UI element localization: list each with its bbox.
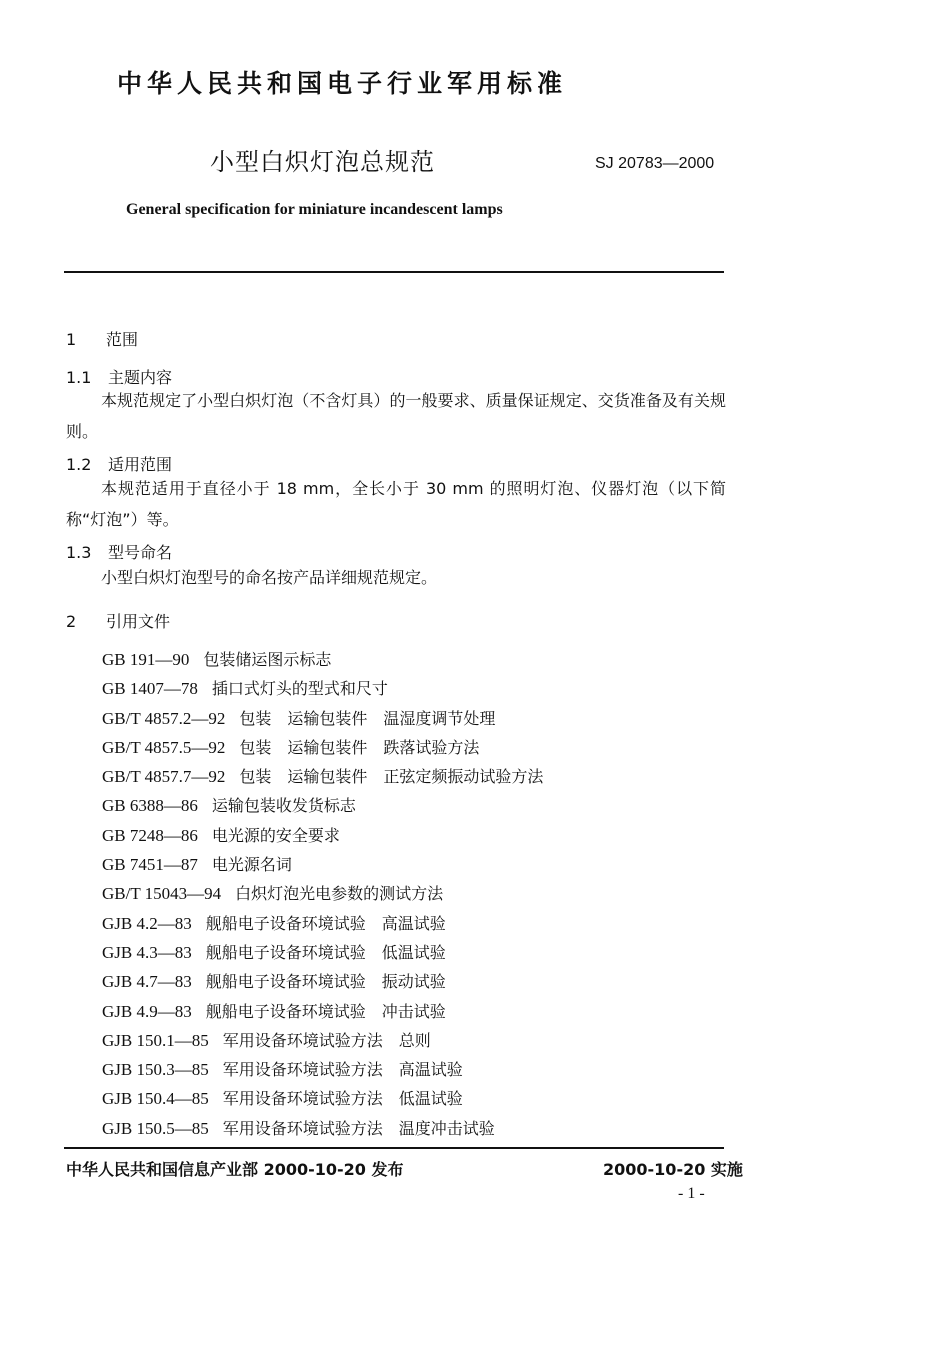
reference-title: 军用设备环境试验方法 低温试验 [222, 1089, 463, 1109]
reference-code: GB 1407—78 [102, 679, 198, 699]
section-title: 范围 [106, 330, 139, 349]
page-number: - 1 - [678, 1185, 705, 1202]
reference-item [102, 645, 543, 674]
document-code: SJ 20783—2000 [595, 155, 715, 172]
reference-title: 军用设备环境试验方法 高温试验 [222, 1060, 463, 1080]
reference-item [102, 850, 543, 879]
reference-item [102, 704, 543, 733]
reference-item [102, 821, 543, 850]
reference-item [102, 967, 543, 996]
section-title: 型号命名 [108, 543, 173, 562]
reference-code: GB 191—90 [102, 650, 190, 669]
section-1-3-text: 小型白炽灯泡型号的命名按产品详细规范规定。 [101, 568, 438, 587]
reference-title: 舰船电子设备环境试验 低温试验 [205, 942, 446, 962]
reference-item [102, 1114, 543, 1143]
reference-title: 白炽灯泡光电参数的测试方法 [235, 884, 444, 904]
reference-title: 插口式灯头的型式和尺寸 [211, 679, 388, 699]
section-2-heading [66, 609, 170, 632]
reference-title: 军用设备环境试验方法 总则 [222, 1030, 431, 1050]
section-1-2-text: 本规范适用于直径小于 18 mm，全长小于 30 mm 的照明灯泡、仪器灯泡（以下简称“灯泡”）等。 [66, 479, 726, 529]
reference-title: 电光源名词 [211, 855, 292, 875]
reference-code: GB/T 4857.2—92 [102, 708, 226, 728]
reference-code: GB 6388—86 [102, 796, 198, 816]
reference-code: GJB 150.1—85 [102, 1030, 209, 1050]
section-number: 1.2 [66, 455, 92, 474]
reference-title: 军用设备环境试验方法 温度冲击试验 [222, 1118, 495, 1138]
reference-code: GJB 4.2—83 [102, 913, 192, 933]
reference-title: 包装 运输包装件 跌落试验方法 [239, 737, 480, 757]
section-title: 适用范围 [108, 455, 173, 474]
standard-title: 中华人民共和国电子行业军用标准 [117, 69, 568, 98]
reference-title: 电光源的安全要求 [211, 825, 340, 845]
reference-title: 包装储运图示标志 [203, 650, 332, 669]
reference-code: GJB 4.3—83 [102, 942, 192, 962]
reference-title: 舰船电子设备环境试验 高温试验 [205, 913, 446, 933]
reference-code: GB/T 4857.5—92 [102, 737, 226, 757]
reference-item [102, 791, 543, 820]
reference-item [102, 1055, 543, 1084]
reference-code: GJB 150.3—85 [102, 1060, 209, 1080]
document-title: 小型白炽灯泡总规范 [210, 148, 435, 176]
reference-item [102, 879, 543, 908]
reference-item [102, 1084, 543, 1113]
reference-title: 舰船电子设备环境试验 冲击试验 [205, 1001, 446, 1021]
reference-list [102, 645, 543, 1143]
reference-title: 包装 运输包装件 正弦定频振动试验方法 [239, 767, 544, 787]
section-1-2-heading [66, 452, 172, 475]
section-number: 1 [66, 330, 77, 349]
reference-item [102, 909, 543, 938]
reference-code: GB 7451—87 [102, 855, 198, 875]
reference-item [102, 1026, 543, 1055]
section-title: 引用文件 [106, 612, 171, 631]
reference-code: GB/T 4857.7—92 [102, 767, 226, 787]
reference-title: 舰船电子设备环境试验 振动试验 [205, 972, 446, 992]
top-divider [64, 271, 724, 273]
reference-code: GJB 150.5—85 [102, 1118, 209, 1138]
reference-item [102, 733, 543, 762]
reference-code: GB/T 15043—94 [102, 884, 222, 904]
section-number: 1.3 [66, 543, 92, 562]
reference-item [102, 762, 543, 791]
document-subtitle-en: General specification for miniature incandescent lamps [126, 201, 503, 218]
reference-code: GJB 4.9—83 [102, 1001, 192, 1021]
section-1-1-text: 本规范规定了小型白炽灯泡（不含灯具）的一般要求、质量保证规定、交货准备及有关规则。 [66, 391, 726, 441]
section-1-3-heading [66, 540, 172, 563]
issuer-line: 中华人民共和国信息产业部 2000-10-20 发布 [66, 1160, 404, 1179]
reference-title: 包装 运输包装件 温湿度调节处理 [239, 708, 496, 728]
reference-code: GJB 150.4—85 [102, 1089, 209, 1109]
section-1-heading [66, 327, 138, 350]
section-number: 2 [66, 612, 77, 631]
reference-item [102, 938, 543, 967]
reference-code: GJB 4.7—83 [102, 972, 192, 992]
reference-item [102, 674, 543, 703]
bottom-divider [64, 1147, 724, 1149]
section-title: 主题内容 [108, 368, 173, 387]
effective-date: 2000-10-20 实施 [603, 1160, 743, 1179]
reference-title: 运输包装收发货标志 [211, 796, 356, 816]
section-number: 1.1 [66, 368, 92, 387]
reference-code: GB 7248—86 [102, 825, 198, 845]
reference-item [102, 997, 543, 1026]
